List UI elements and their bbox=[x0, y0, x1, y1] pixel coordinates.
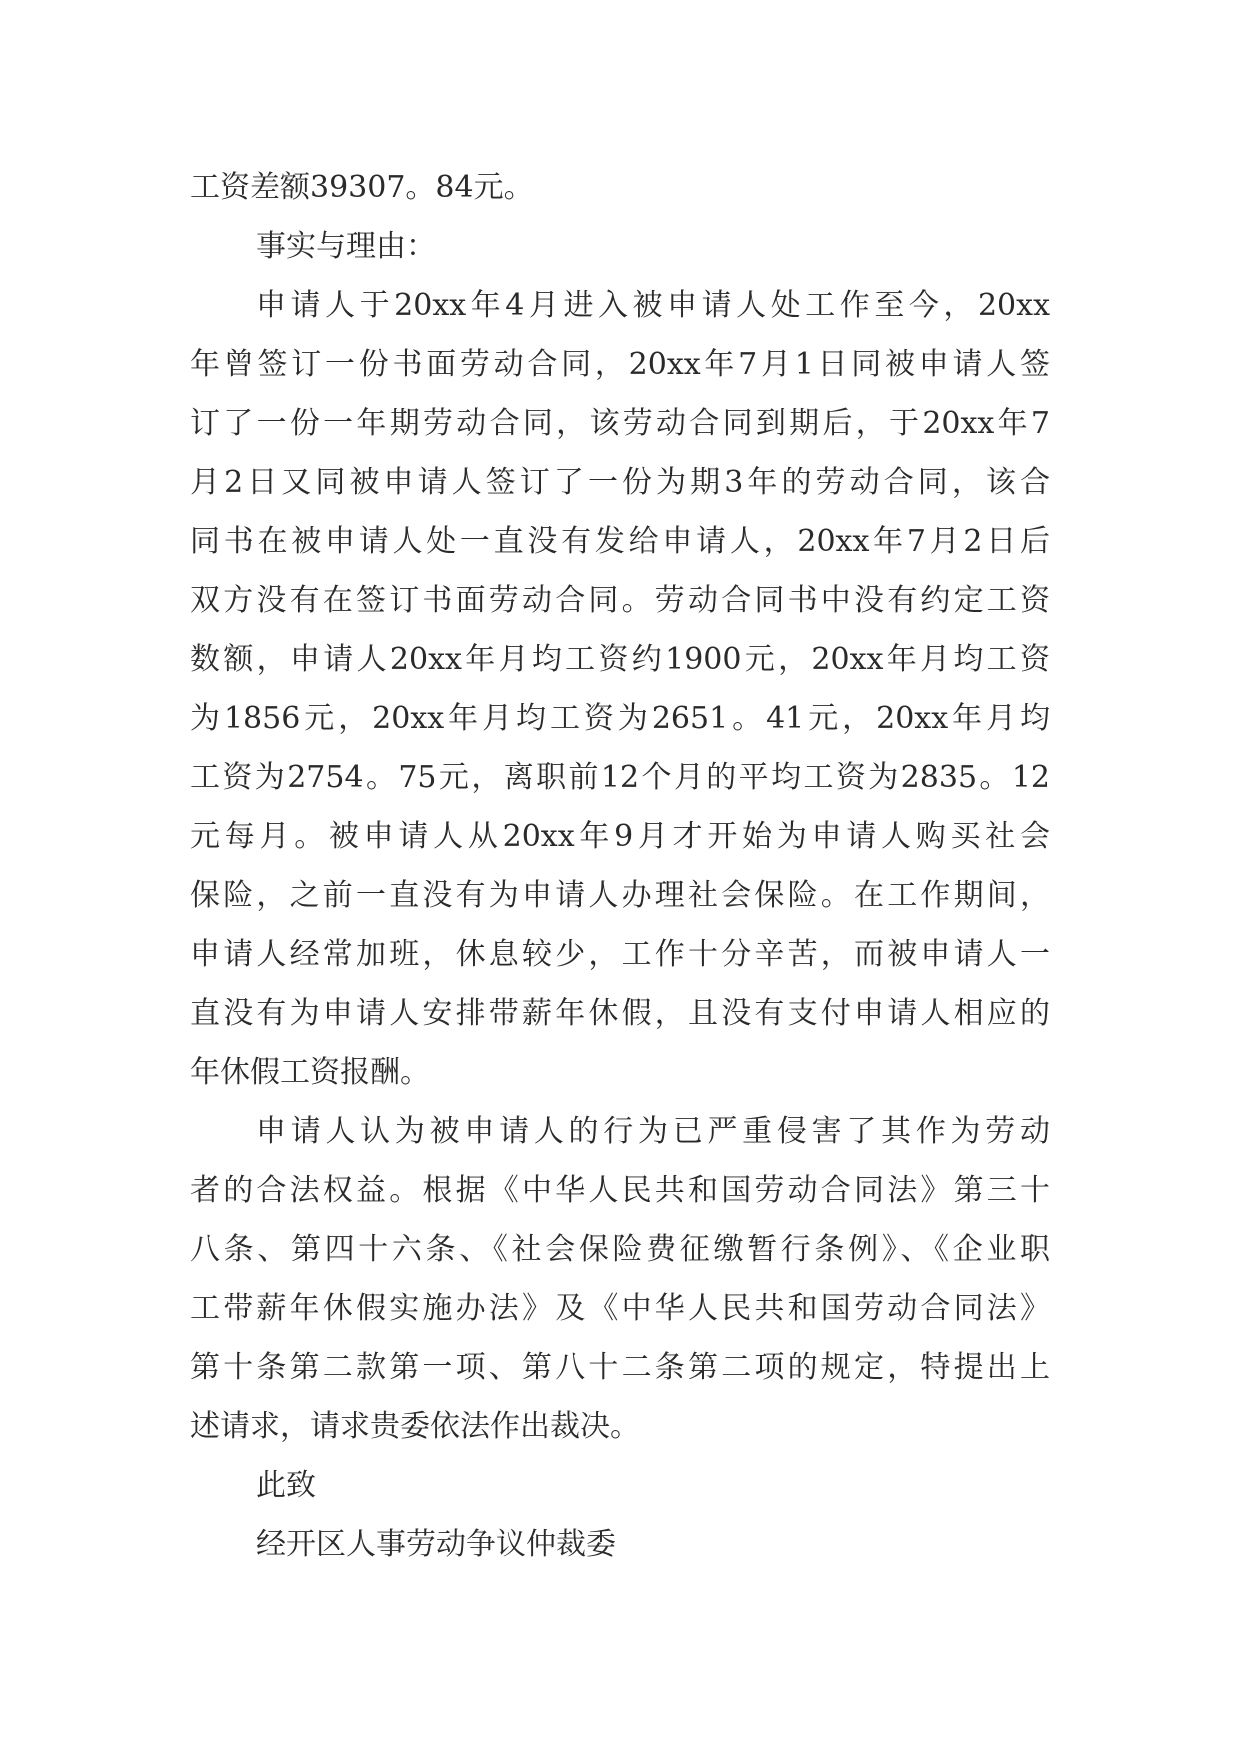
body-line: 为1856元，20xx年月均工资为2651。41元，20xx年月均 bbox=[190, 701, 1050, 736]
body-line: 数额，申请人20xx年月均工资约1900元，20xx年月均工资 bbox=[190, 642, 1050, 677]
body-line: 申请人于20xx年4月进入被申请人处工作至今，20xx bbox=[256, 288, 1050, 323]
body-line: 年休假工资报酬。 bbox=[190, 1055, 430, 1090]
body-line: 第十条第二款第一项、第八十二条第二项的规定，特提出上 bbox=[190, 1350, 1050, 1385]
body-line: 年曾签订一份书面劳动合同，20xx年7月1日同被申请人签 bbox=[190, 347, 1050, 382]
body-line: 元每月。被申请人从20xx年9月才开始为申请人购买社会 bbox=[190, 819, 1050, 854]
body-line: 述请求，请求贵委依法作出裁决。 bbox=[190, 1409, 640, 1444]
salutation: 此致 bbox=[256, 1468, 316, 1503]
body-line: 工带薪年休假实施办法》及《中华人民共和国劳动合同法》 bbox=[190, 1291, 1050, 1326]
document-body bbox=[190, 158, 1050, 1574]
body-line: 月2日又同被申请人签订了一份为期3年的劳动合同，该合 bbox=[190, 465, 1050, 500]
body-line: 订了一份一年期劳动合同，该劳动合同到期后，于20xx年7 bbox=[190, 406, 1050, 441]
body-line: 同书在被申请人处一直没有发给申请人，20xx年7月2日后 bbox=[190, 524, 1050, 559]
body-line: 直没有为申请人安排带薪年休假，且没有支付申请人相应的 bbox=[190, 996, 1050, 1031]
body-line: 申请人经常加班，休息较少，工作十分辛苦，而被申请人一 bbox=[190, 937, 1050, 972]
body-line: 八条、第四十六条、《社会保险费征缴暂行条例》、《企业职 bbox=[190, 1232, 1050, 1267]
body-line: 事实与理由： bbox=[256, 229, 436, 264]
body-line: 工资差额39307。84元。 bbox=[190, 170, 534, 205]
addressee: 经开区人事劳动争议仲裁委 bbox=[256, 1527, 616, 1562]
body-line: 者的合法权益。根据《中华人民共和国劳动合同法》第三十 bbox=[190, 1173, 1050, 1208]
body-line: 双方没有在签订书面劳动合同。劳动合同书中没有约定工资 bbox=[190, 583, 1050, 618]
body-line: 保险，之前一直没有为申请人办理社会保险。在工作期间， bbox=[190, 878, 1050, 913]
body-line: 工资为2754。75元，离职前12个月的平均工资为2835。12 bbox=[190, 760, 1050, 795]
body-line: 申请人认为被申请人的行为已严重侵害了其作为劳动 bbox=[256, 1114, 1050, 1149]
